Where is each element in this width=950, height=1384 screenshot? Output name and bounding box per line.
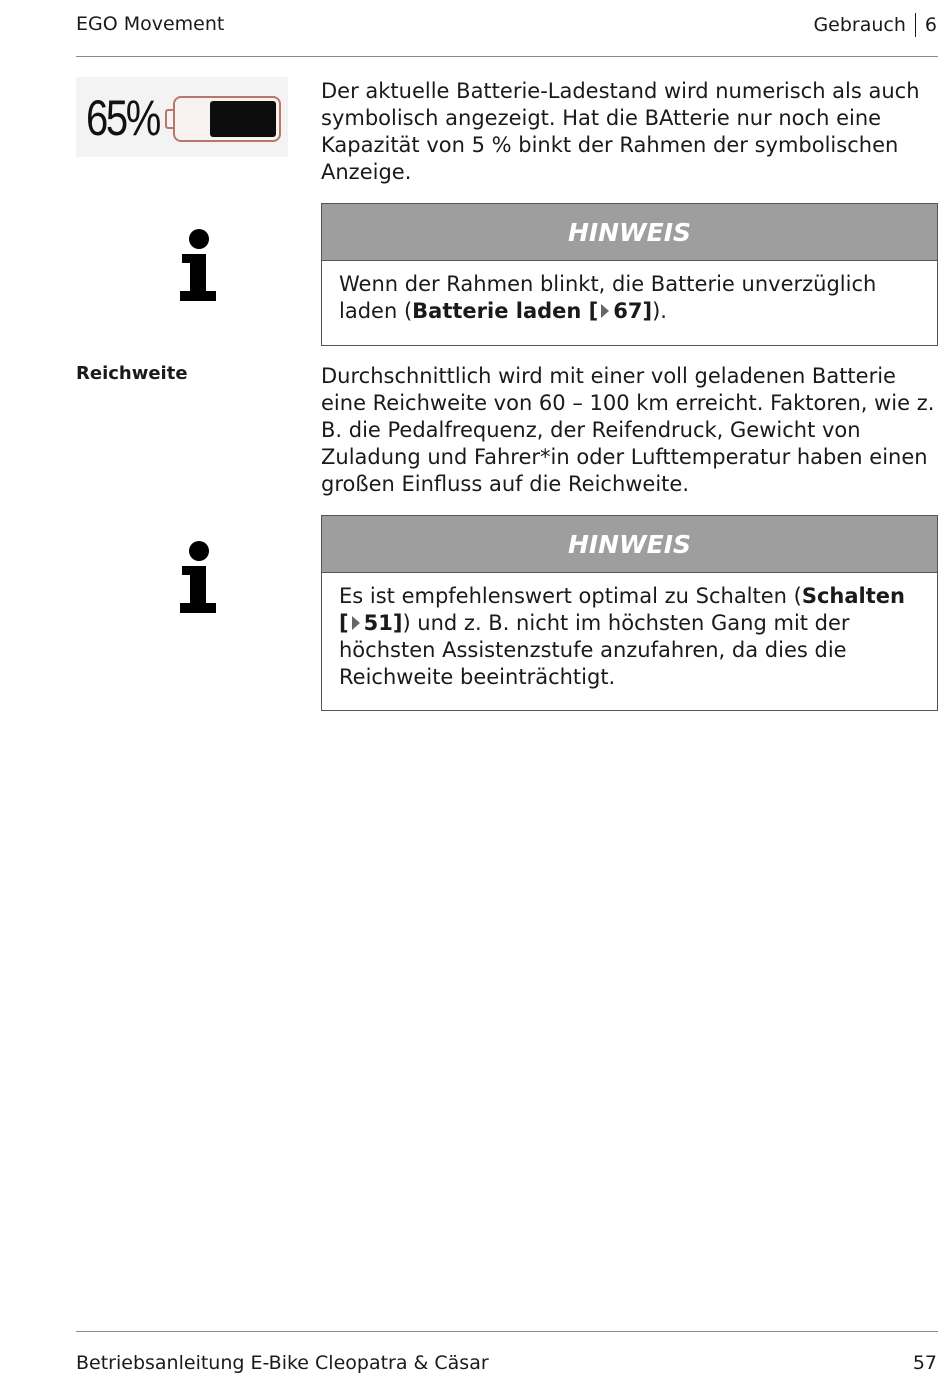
- info-icon: [176, 229, 222, 301]
- battery-charge-fill: [210, 101, 276, 137]
- range-paragraph: Durchschnittlich wird mit einer voll geladenen Batterie eine Reichweite von 60 – 100 km erreicht. Faktoren, wie z. B. die Pedalfrequenz, der Reifendruck, Gewicht von Zuladung und Fahrer*in oder Lufttemperatur haben einen großen Einfluss auf die Reichweite.: [321, 364, 935, 496]
- footer-page-number: 57: [912, 1352, 937, 1374]
- arrow-right-icon: [352, 616, 360, 630]
- note-text-end: ).: [652, 299, 667, 323]
- header-manufacturer: EGO Movement: [76, 13, 225, 35]
- header-section: [813, 13, 937, 37]
- note-text: Es ist empfehlenswert optimal zu Schalten (: [339, 584, 802, 608]
- note-title: HINWEIS: [322, 204, 937, 261]
- header-section-title: Gebrauch: [813, 14, 906, 36]
- section-label-range: Reichweite: [76, 363, 188, 384]
- note-box-range: [321, 515, 938, 711]
- header-separator: [915, 13, 916, 37]
- header-divider: [76, 56, 938, 57]
- cross-reference-link[interactable]: Schalten [ 51]: [339, 584, 905, 635]
- cross-reference-link[interactable]: Batterie laden [ 67]: [412, 299, 653, 323]
- info-icon: [176, 541, 222, 613]
- battery-percent-text: 65%: [86, 90, 159, 146]
- battery-icon: [173, 96, 281, 142]
- battery-paragraph: Der aktuelle Batterie-Ladestand wird numerisch als auch symbolisch angezeigt. Hat die BAtterie nur noch eine Kapazität von 5 % binkt der Rahmen der symbolischen Anzeige.: [321, 79, 920, 184]
- note-title: HINWEIS: [322, 516, 937, 573]
- note-box-battery: [321, 203, 938, 346]
- battery-display-image: [76, 77, 288, 157]
- footer-divider: [76, 1331, 938, 1332]
- header-chapter-number: 6: [924, 14, 937, 36]
- arrow-right-icon: [601, 304, 609, 318]
- footer-document-title: Betriebsanleitung E-Bike Cleopatra & Cäsar: [76, 1352, 489, 1374]
- note-body: [322, 261, 937, 335]
- note-text: Wenn der Rahmen blinkt, die Batterie unverzüglich laden (: [339, 272, 877, 323]
- note-body: [322, 573, 937, 701]
- note-text-end: ) und z. B. nicht im höchsten Gang mit der höchsten Assistenzstufe anzufahren, da dies die Reichweite beeinträchtigt.: [339, 611, 850, 689]
- battery-terminal: [165, 109, 173, 129]
